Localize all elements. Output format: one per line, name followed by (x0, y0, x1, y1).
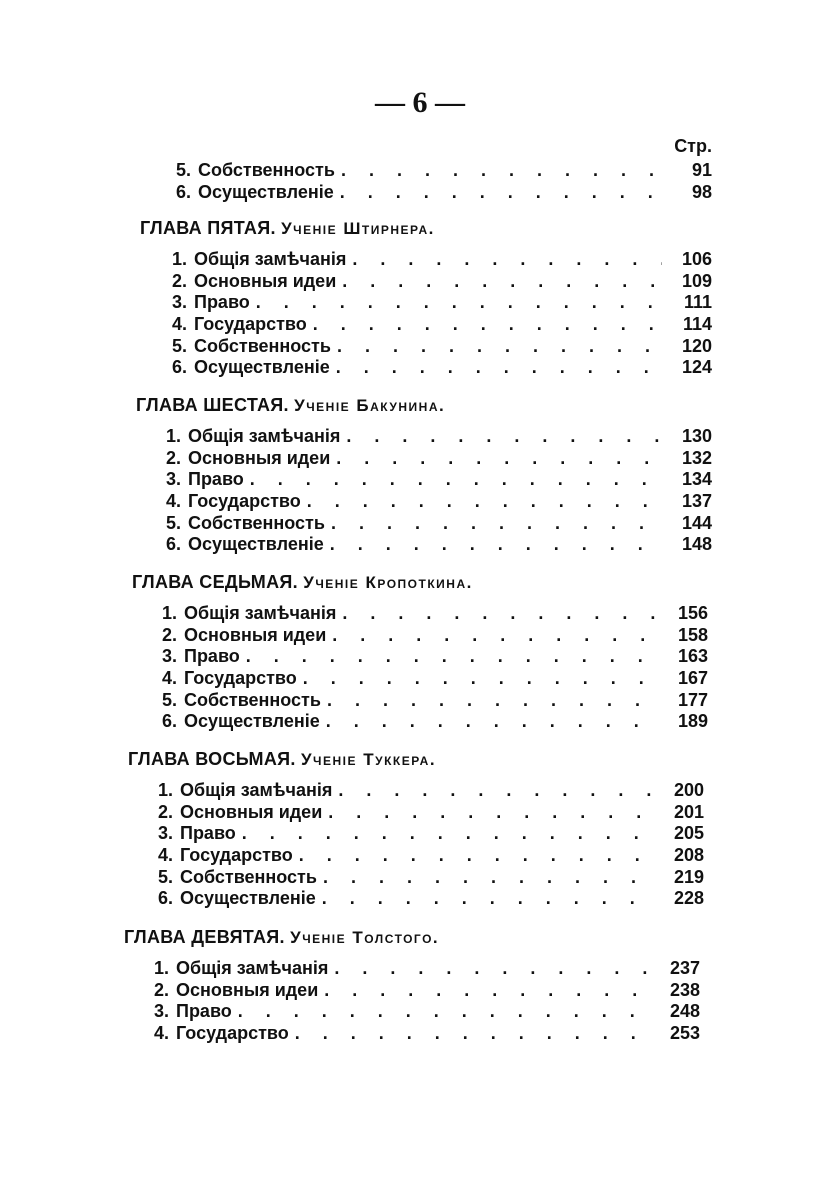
toc-entry (158, 802, 704, 824)
entry-title: Государство (176, 1023, 289, 1044)
top-continuation (176, 160, 712, 203)
leader-dots (336, 448, 662, 470)
chapter-entries (166, 426, 712, 556)
leader-dots (331, 513, 662, 535)
toc-entry (172, 314, 712, 336)
toc-entry (154, 1001, 700, 1023)
entry-title: Осуществленіе (188, 534, 324, 555)
leader-dots (238, 1001, 650, 1023)
entry-page: 201 (673, 801, 704, 822)
leader-dots (352, 249, 662, 271)
entry-title: Осуществленіе (198, 181, 334, 202)
toc-entry (154, 958, 700, 980)
leader-dots (330, 534, 662, 556)
entry-page: 98 (691, 181, 712, 202)
toc-entry (158, 888, 704, 910)
entry-title: Общія замѣчанія (180, 780, 333, 800)
leader-dots (256, 292, 662, 314)
entry-title: Собственность (184, 689, 321, 710)
entry-page: 208 (673, 845, 704, 866)
leader-dots (338, 780, 654, 802)
chapter-entries (172, 249, 712, 379)
entry-number: 6. (162, 711, 178, 732)
toc-entry (162, 668, 708, 690)
entry-title: Право (188, 469, 244, 490)
leader-dots (313, 314, 662, 336)
entry-number: 5. (162, 689, 178, 710)
leader-dots (324, 980, 650, 1002)
entry-title: Государство (188, 491, 301, 512)
chapter-entries (158, 780, 704, 910)
leader-dots (326, 711, 658, 733)
leader-dots (342, 603, 658, 625)
leader-dots (342, 271, 662, 293)
leader-dots (332, 625, 658, 647)
entry-number: 6. (158, 888, 174, 909)
entry-title: Общія замѣчанія (184, 603, 337, 623)
entry-page: 167 (677, 668, 708, 689)
toc-entry (166, 513, 712, 535)
entry-title: Собственность (188, 512, 325, 533)
toc-entry (158, 845, 704, 867)
entry-page: 144 (681, 512, 712, 533)
toc-entry (154, 980, 700, 1002)
entry-page: 205 (673, 823, 704, 844)
toc-entry (158, 823, 704, 845)
toc-entry (162, 690, 708, 712)
entry-page: 200 (673, 780, 704, 800)
leader-dots (327, 690, 658, 712)
entry-number: 6. (166, 534, 182, 555)
entry-title: Общія замѣчанія (176, 958, 329, 978)
leader-dots (307, 491, 662, 513)
entry-number: 5. (158, 866, 174, 887)
chapter-subtitle: Ученіе Кропоткина. (303, 573, 473, 592)
entry-title: Общія замѣчанія (188, 426, 341, 446)
entry-page: 219 (673, 866, 704, 887)
entry-title: Общія замѣчанія (194, 249, 347, 269)
entry-number: 4. (154, 1023, 170, 1044)
entry-title: Основныя идеи (184, 624, 327, 645)
entry-page: 124 (681, 357, 712, 378)
leader-dots (323, 867, 654, 889)
entry-page: 228 (673, 888, 704, 909)
entry-number: 6. (176, 181, 192, 202)
entry-page: 189 (677, 711, 708, 732)
toc-entry (158, 780, 704, 802)
entry-number: 3. (166, 469, 182, 490)
entry-number: 3. (172, 292, 188, 313)
entry-number: 2. (162, 624, 178, 645)
chapter-6 (136, 392, 712, 556)
entry-page: 248 (669, 1001, 700, 1022)
toc-entry (176, 182, 712, 204)
entry-title: Основныя идеи (180, 801, 323, 822)
entry-number: 3. (158, 823, 174, 844)
entry-title: Основныя идеи (194, 270, 337, 291)
chapter-8 (128, 746, 704, 910)
entry-number: 1. (166, 426, 182, 446)
entry-number: 3. (154, 1001, 170, 1022)
toc-entry (176, 160, 712, 182)
toc-entry (162, 646, 708, 668)
entry-page: 106 (681, 249, 712, 269)
toc-entry (166, 491, 712, 513)
entry-page: 156 (677, 603, 708, 623)
leader-dots (340, 182, 662, 204)
entry-title: Основныя идеи (188, 447, 331, 468)
entry-page: 130 (681, 426, 712, 446)
entry-page: 177 (677, 689, 708, 710)
entry-title: Право (184, 646, 240, 667)
toc-entry (158, 867, 704, 889)
entry-number: 5. (166, 512, 182, 533)
entry-number: 5. (176, 160, 192, 180)
toc-entry (162, 711, 708, 733)
chapter-9 (124, 924, 700, 1045)
leader-dots (346, 426, 662, 448)
toc-entry (162, 603, 708, 625)
toc-entry (154, 1023, 700, 1045)
chapter-heading (136, 392, 712, 418)
leader-dots (334, 958, 650, 980)
entry-page: 137 (681, 491, 712, 512)
chapter-subtitle: Ученіе Туккера. (300, 750, 437, 769)
entry-title: Осуществленіе (180, 888, 316, 909)
toc-entry (172, 336, 712, 358)
entry-page: 134 (681, 469, 712, 490)
entry-number: 2. (172, 270, 188, 291)
chapter-entries (162, 603, 708, 733)
chapter-label: ГЛАВА ДЕВЯТАЯ. (124, 927, 285, 947)
toc-entry (166, 448, 712, 470)
entry-page: 163 (677, 646, 708, 667)
entry-page: 253 (669, 1023, 700, 1044)
chapter-entries (154, 958, 700, 1045)
chapter-label: ГЛАВА ШЕСТАЯ. (136, 395, 289, 415)
leader-dots (322, 888, 654, 910)
entry-page: 132 (681, 447, 712, 468)
toc-entry (162, 625, 708, 647)
chapter-5 (140, 215, 712, 379)
entry-title: Осуществленіе (194, 357, 330, 378)
entry-page: 111 (683, 292, 712, 313)
chapter-label: ГЛАВА СЕДЬМАЯ. (132, 572, 298, 592)
entry-title: Право (194, 292, 250, 313)
leader-dots (337, 336, 662, 358)
leader-dots (341, 160, 662, 182)
entry-page: 148 (681, 534, 712, 555)
chapter-subtitle: Ученіе Бакунина. (294, 396, 446, 415)
entry-number: 2. (158, 801, 174, 822)
entry-number: 4. (158, 845, 174, 866)
entry-number: 4. (172, 314, 188, 335)
leader-dots (299, 845, 654, 867)
chapter-label: ГЛАВА ПЯТАЯ. (140, 218, 276, 238)
page-number: — 6 — (375, 86, 465, 119)
entry-number: 1. (162, 603, 178, 623)
entry-number: 2. (166, 447, 182, 468)
chapter-subtitle: Ученіе Штирнера. (281, 219, 435, 238)
chapter-subtitle: Ученіе Толстого. (290, 928, 440, 947)
leader-dots (295, 1023, 650, 1045)
leader-dots (303, 668, 658, 690)
entry-number: 6. (172, 357, 188, 378)
toc-entry (172, 292, 712, 314)
entry-page: 238 (669, 979, 700, 1000)
toc-entry (166, 469, 712, 491)
leader-dots (250, 469, 662, 491)
chapter-heading (140, 215, 712, 241)
entry-title: Основныя идеи (176, 979, 319, 1000)
toc-entry (172, 357, 712, 379)
entry-number: 5. (172, 335, 188, 356)
entry-page: 120 (681, 335, 712, 356)
entry-title: Государство (184, 668, 297, 689)
chapter-heading (128, 746, 704, 772)
entry-title: Осуществленіе (184, 711, 320, 732)
entry-number: 1. (172, 249, 188, 269)
entry-page: 109 (681, 270, 712, 291)
entry-title: Государство (180, 845, 293, 866)
leader-dots (242, 823, 654, 845)
entry-page: 237 (669, 958, 700, 978)
entry-number: 1. (154, 958, 170, 978)
entry-title: Право (176, 1001, 232, 1022)
toc-entry (166, 534, 712, 556)
entry-title: Собственность (194, 335, 331, 356)
entry-number: 2. (154, 979, 170, 1000)
toc-entry (166, 426, 712, 448)
leader-dots (328, 802, 654, 824)
entry-number: 3. (162, 646, 178, 667)
entry-number: 4. (166, 491, 182, 512)
entry-title: Собственность (180, 866, 317, 887)
entry-title: Собственность (198, 160, 335, 180)
chapter-7 (132, 569, 708, 733)
entry-title: Право (180, 823, 236, 844)
leader-dots (336, 357, 662, 379)
entry-page: 91 (691, 160, 712, 180)
entry-page: 158 (677, 624, 708, 645)
page-column-header: Стр. (674, 136, 712, 156)
entry-page: 114 (682, 314, 712, 335)
chapter-label: ГЛАВА ВОСЬМАЯ. (128, 749, 296, 769)
entry-number: 1. (158, 780, 174, 800)
toc-entry (172, 271, 712, 293)
toc-entry (172, 249, 712, 271)
chapter-heading (124, 924, 700, 950)
chapter-heading (132, 569, 708, 595)
entry-title: Государство (194, 314, 307, 335)
entry-number: 4. (162, 668, 178, 689)
leader-dots (246, 646, 658, 668)
